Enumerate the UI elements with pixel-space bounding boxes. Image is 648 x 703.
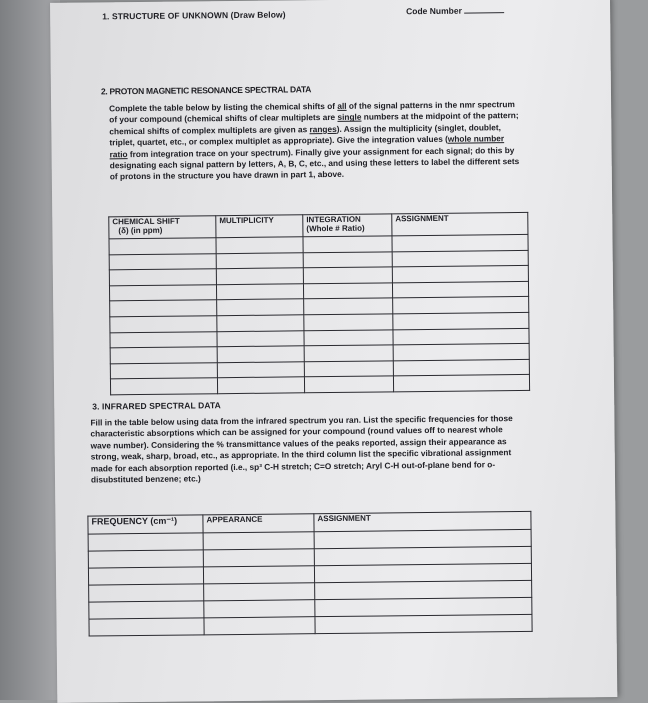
ir-cell[interactable]	[88, 533, 203, 551]
pmr-cell[interactable]	[393, 344, 529, 361]
pmr-cell[interactable]	[110, 300, 217, 317]
pmr-col-chemical-shift-line2: (δ) (in ppm)	[118, 225, 163, 236]
pmr-cell[interactable]	[303, 251, 392, 268]
ir-cell[interactable]	[204, 617, 315, 635]
pmr-col-multiplicity-line1: MULTIPLICITY	[219, 215, 274, 226]
pmr-table-body	[109, 234, 530, 394]
pmr-text-4: ). Assign the multiplicity (singlet, doublet, triplet, quartet, etc., or complex multiplet as appropriate). Give the integration values (	[109, 122, 502, 148]
pmr-cell[interactable]	[109, 284, 216, 301]
ir-table-body	[88, 529, 532, 636]
pmr-col-multiplicity	[216, 215, 303, 238]
code-number-blank[interactable]	[464, 4, 504, 13]
ir-col-appearance: APPEARANCE	[203, 514, 314, 533]
pmr-cell[interactable]	[392, 250, 528, 267]
pmr-cell[interactable]	[304, 345, 393, 362]
pmr-col-integration-line1: INTEGRATION	[306, 214, 361, 225]
pmr-cell[interactable]	[304, 329, 393, 346]
ir-table-row	[89, 614, 532, 636]
pmr-cell[interactable]	[393, 312, 529, 329]
pmr-cell[interactable]	[217, 362, 304, 379]
pmr-cell[interactable]	[303, 283, 392, 300]
ir-cell[interactable]	[88, 550, 203, 568]
pmr-col-chemical-shift-line1: CHEMICAL SHIFT	[112, 216, 180, 227]
pmr-text-single: single	[337, 112, 362, 123]
pmr-col-integration	[303, 214, 392, 237]
ir-cell[interactable]	[203, 566, 314, 584]
pmr-cell[interactable]	[217, 330, 304, 347]
pmr-cell[interactable]	[216, 237, 303, 254]
ir-cell[interactable]	[89, 584, 204, 602]
ir-cell[interactable]	[89, 618, 204, 636]
pmr-text-2: of the signal patterns in the nmr spectrum of your compound (chemical shifts of clear multiplets are	[109, 99, 515, 125]
pmr-col-assignment	[392, 212, 528, 235]
ir-table	[87, 511, 532, 637]
pmr-cell[interactable]	[392, 234, 528, 251]
pmr-cell[interactable]	[109, 238, 216, 255]
pmr-text-3: numbers at the midpoint of the pattern; chemical shifts of complex multiplets are given as	[109, 110, 519, 137]
pmr-text-all: all	[337, 100, 347, 111]
ir-col-assignment: ASSIGNMENT	[314, 511, 531, 531]
pmr-col-integration-line2: (Whole # Ratio)	[306, 223, 365, 234]
pmr-text-5: from integration trace on your spectrum). Finally give your assignment for each signal; do this by designating each signal pattern by letters, A, B, C, etc., and using these letters to label the different sets of protons in the structure you have drawn in part 1, above.	[109, 144, 520, 182]
pmr-cell[interactable]	[216, 252, 303, 269]
pmr-cell[interactable]	[392, 266, 528, 283]
structure-heading: 1. STRUCTURE OF UNKNOWN (Draw Below)	[102, 9, 286, 22]
ir-cell[interactable]	[204, 583, 315, 601]
ir-col-frequency: FREQUENCY (cm⁻¹)	[88, 515, 203, 534]
pmr-cell[interactable]	[217, 377, 304, 394]
ir-cell[interactable]	[315, 614, 532, 633]
pmr-cell[interactable]	[217, 299, 304, 316]
ir-cell[interactable]	[89, 601, 204, 619]
pmr-cell[interactable]	[304, 361, 393, 378]
pmr-cell[interactable]	[216, 268, 303, 285]
pmr-table-row	[110, 375, 529, 395]
pmr-table	[108, 212, 530, 395]
ir-cell[interactable]	[204, 600, 315, 618]
pmr-cell[interactable]	[110, 316, 217, 333]
pmr-cell[interactable]	[392, 281, 528, 298]
pmr-heading: 2. PROTON MAGNETIC RESONANCE SPECTRAL DATA	[100, 84, 312, 97]
pmr-cell[interactable]	[216, 284, 303, 301]
pmr-text-ranges: ranges	[309, 123, 337, 135]
pmr-cell[interactable]	[303, 236, 392, 253]
pmr-cell[interactable]	[393, 328, 529, 345]
ir-cell[interactable]	[203, 549, 314, 567]
pmr-col-assignment-line1: ASSIGNMENT	[395, 213, 449, 224]
pmr-text-1: Complete the table below by listing the chemical shifts of	[109, 100, 338, 114]
pmr-cell[interactable]	[110, 331, 217, 348]
ir-cell[interactable]	[88, 567, 203, 585]
ir-cell[interactable]	[203, 532, 314, 550]
pmr-cell[interactable]	[110, 362, 217, 379]
pmr-instructions	[109, 99, 522, 183]
pmr-cell[interactable]	[109, 269, 216, 286]
pmr-cell[interactable]	[393, 359, 529, 376]
pmr-cell[interactable]	[393, 375, 529, 392]
pmr-cell[interactable]	[110, 378, 217, 395]
pmr-cell[interactable]	[110, 347, 217, 364]
pmr-cell[interactable]	[304, 314, 393, 331]
code-number-label: Code Number	[406, 5, 462, 17]
pmr-cell[interactable]	[109, 253, 216, 270]
pmr-col-chemical-shift	[109, 216, 216, 239]
pmr-cell[interactable]	[393, 297, 529, 314]
ir-instructions: Fill in the table below using data from the infrared spectrum you ran. List the specific frequencies for those characteristic absorptions which can be assigned for your compound (round values off to nearest whole wave number). Considering the % transmittance values of the peaks reported, assign their appearance as strong, weak, sharp, broad, etc., as appropriate. In the third column list the specific vibrational assignment made for each absorption reported (i.e., sp³ C-H stretch; C=O stretch; Aryl C-H out-of-plane bend for o-disubstituted benzene; etc.)	[90, 413, 513, 485]
worksheet-page	[50, 0, 617, 703]
pmr-cell[interactable]	[304, 376, 393, 393]
ir-heading: 3. INFRARED SPECTRAL DATA	[92, 400, 221, 412]
pmr-cell[interactable]	[303, 267, 392, 284]
pmr-text-ratio: whole number ratio	[109, 133, 505, 159]
pmr-cell[interactable]	[304, 298, 393, 315]
pmr-cell[interactable]	[217, 315, 304, 332]
pmr-cell[interactable]	[217, 346, 304, 363]
code-number-field[interactable]	[406, 4, 504, 16]
